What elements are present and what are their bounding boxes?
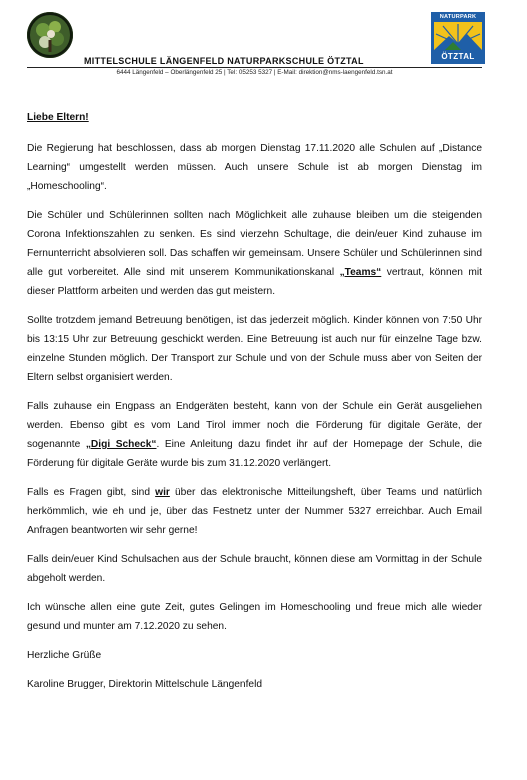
paragraph-devices-text: Falls zuhause ein Engpass an Endgeräten besteht, kann von der Schule ein Gerät ausgeliehen werden. Ebenso gibt es vom Land Tirol immer noch die Förderung für digitale Geräte, der sogenannte: [27, 401, 482, 450]
school-logo-icon: [27, 12, 73, 58]
paragraph-wishes: Ich wünsche allen eine gute Zeit, gutes Gelingen im Homeschooling und freue mich alle wieder gesund und munter am 7.12.2020 zu sehen.: [27, 602, 482, 632]
oetztal-label: ÖTZTAL: [441, 52, 475, 61]
paragraph-devices: [27, 397, 482, 473]
paragraph-distance-learning: Die Regierung hat beschlossen, dass ab morgen Dienstag 17.11.2020 alle Schulen auf „Distance Learning“ umgestellt werden müssen. Auch unsere Schule ist ab morgen Dienstag im „Homeschooling“.: [27, 143, 482, 192]
paragraph-contact: [27, 483, 482, 540]
paragraph-contact-text: Falls es Fragen gibt, sind: [27, 487, 156, 498]
paragraph-school-supplies: Falls dein/euer Kind Schulsachen aus der Schule braucht, können diese am Vormittag in der Schule abgeholt werden.: [27, 554, 482, 584]
paragraph-stay-home-text: Die Schüler und Schülerinnen sollten nach Möglichkeit alle zuhause bleiben um die steigenden Corona Infektionszahlen zu senken. Es sind vierzehn Schultage, die dein/euer Kind zuhause im Fernunterricht absolvieren soll. Das schaffen wir gemeinsam. Unsere Schüler und Schülerinnen sind alle gut vorbereitet. Alle sind mit unserem Kommunikationskanal: [27, 210, 482, 278]
paragraph-stay-home: [27, 206, 482, 301]
teams-highlight: „Teams“: [339, 267, 382, 278]
school-address-line: 6444 Längenfeld – Oberlängenfeld 25 | Tel: 05253 5327 | E-Mail: direktion@nms-laengenfeld.tsn.at: [116, 69, 393, 76]
letterhead-divider: [27, 67, 482, 68]
tree-emblem-icon: [27, 12, 73, 58]
digi-scheck-highlight: „Digi Scheck“: [85, 439, 157, 450]
letter-signature: Karoline Brugger, Direktorin Mittelschule Längenfeld: [27, 679, 263, 690]
letter-salutation: Liebe Eltern!: [27, 112, 89, 123]
wir-highlight: wir: [155, 487, 170, 498]
naturpark-label: NATURPARK: [439, 14, 477, 20]
letter-body: [27, 108, 482, 704]
naturpark-oetztal-logo: [431, 12, 485, 64]
paragraph-stay-home-end: vertraut, können mit dieser Plattform arbeiten und werden das gut meistern.: [27, 267, 482, 297]
school-name-heading: MITTELSCHULE LÄNGENFELD NATURPARKSCHULE ÖTZTAL: [84, 56, 364, 66]
paragraph-supervision: Sollte trotzdem jemand Betreuung benötigen, ist das jederzeit möglich. Kinder können von 7:50 Uhr bis 13:15 Uhr zur Betreuung geschickt werden. Eine Betreuung ist auch nur für einzelne Tage bzw. einzelne Stunden möglich. Der Transport zur Schule und von der Schule muss aber von Seiten der Eltern selbst organisiert werden.: [27, 315, 482, 383]
letter-closing: Herzliche Grüße: [27, 650, 102, 661]
paragraph-contact-end: über das elektronische Mitteilungsheft, über Teams und natürlich herkömmlich, wie eh und je, über das Festnetz unter der Nummer 5327 erreichbar. Auch Email Anfragen beantworten wir sehr gerne!: [27, 487, 482, 536]
paragraph-devices-end: . Eine Anleitung dazu findet ihr auf der Homepage der Schule, die Förderung für digitale Geräte wurde bis zum 31.12.2020 verlängert.: [27, 439, 482, 469]
